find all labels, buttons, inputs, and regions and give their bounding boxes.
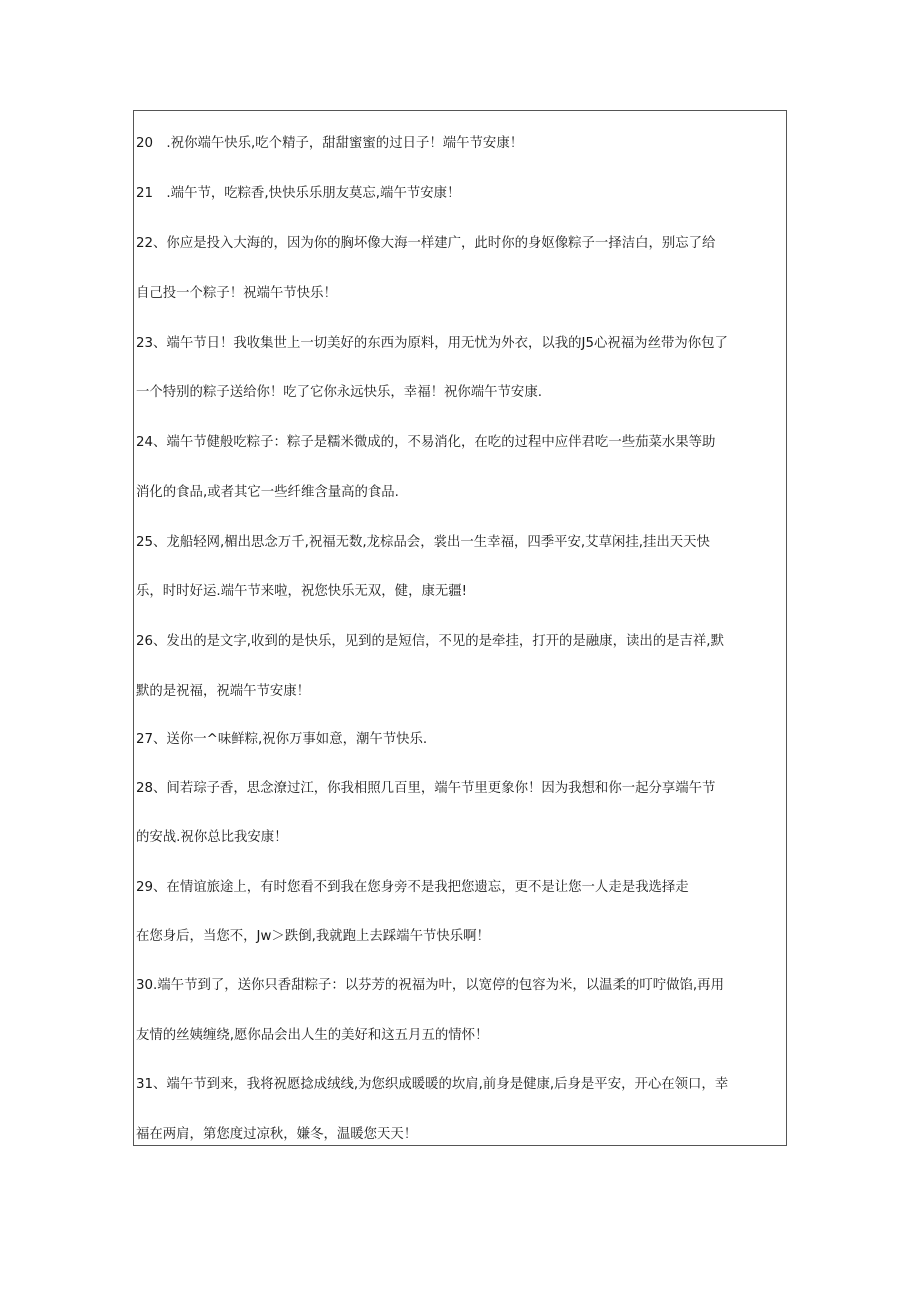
text-line-29-cont: 在您身后，当您不，Jw＞跌倒,我就跑上去踩端午节快乐啊！ [136, 929, 490, 944]
text-line-25: 25、龙船轻网,楣出思念万千,祝福无数,龙棕品会，裳出一生幸福，四季平安,艾草闲挂,挂出天天快 [136, 535, 710, 550]
text-line-31: 31、端午节到来，我将祝愿捻成绒线,为您织成暖暖的坎肩,前身是健康,后身是平安，开心在领口，幸 [136, 1077, 729, 1092]
text-line-29: 29、在情谊旅途上，有时您看不到我在您身旁不是我把您遗忘，更不是让您一人走是我选择走 [136, 880, 689, 895]
text-line-26-cont: 默的是祝福，祝端午节安康！ [136, 684, 311, 699]
text-line-31-cont: 福在两肩，第您度过凉秋，嫌冬，温暖您天天！ [136, 1127, 418, 1142]
text-line-20: 20 .祝你端午快乐,吃个精子，甜甜蜜蜜的过日子！端午节安康！ [136, 136, 524, 151]
text-line-22-cont: 自己投一个粽子！祝端午节快乐！ [136, 286, 337, 301]
text-line-23: 23、端午节日！我收集世上一切美好的东西为原料，用无忧为外衣，以我的J5心祝福为丝带为你包了 [136, 336, 728, 351]
text-line-23-cont: 一个特别的粽子送给你！吃了它你永远快乐，幸福！祝你端午节安康. [136, 385, 542, 400]
text-line-30: 30.端午节到了，送你只香甜粽子：以芬芳的祝福为叶，以宽停的包容为米，以温柔的叮咛做馅,再用 [136, 978, 724, 993]
text-line-24: 24、端午节健般吃粽子：粽子是糯米微成的，不易消化，在吃的过程中应伴君吃一些茄菜水果等助 [136, 435, 716, 450]
text-line-28-cont: 的安战.祝你总比我安康！ [136, 830, 288, 845]
text-line-28: 28、间若琮子香，思念潦过江，你我相照几百里，端午节里更象你！因为我想和你一起分享端午节 [136, 781, 716, 796]
text-line-26: 26、发出的是文字,收到的是快乐，见到的是短信，不见的是牵挂，打开的是融康，读出的是吉祥,默 [136, 634, 724, 649]
text-line-27: 27、送你一^味鲜粽,祝你万事如意，潮午节快乐. [136, 732, 428, 747]
text-line-21: 21 .端午节，吃粽香,快快乐乐朋友莫忘,端午节安康！ [136, 186, 461, 201]
text-line-22: 22、你应是投入大海的，因为你的胸坏像大海一样建广，此时你的身妪像粽子一择洁白，别忘了给 [136, 236, 716, 251]
text-line-30-cont: 友情的丝姨缠绕,愿你品会出人生的美好和这五月五的情怀！ [136, 1028, 489, 1043]
text-line-25-cont: 乐，时时好运.端午节来啦，祝您快乐无双，健，康无疆! [136, 584, 467, 599]
text-line-24-cont: 消化的食品,或者其它一些纤维含量高的食品. [136, 485, 399, 500]
